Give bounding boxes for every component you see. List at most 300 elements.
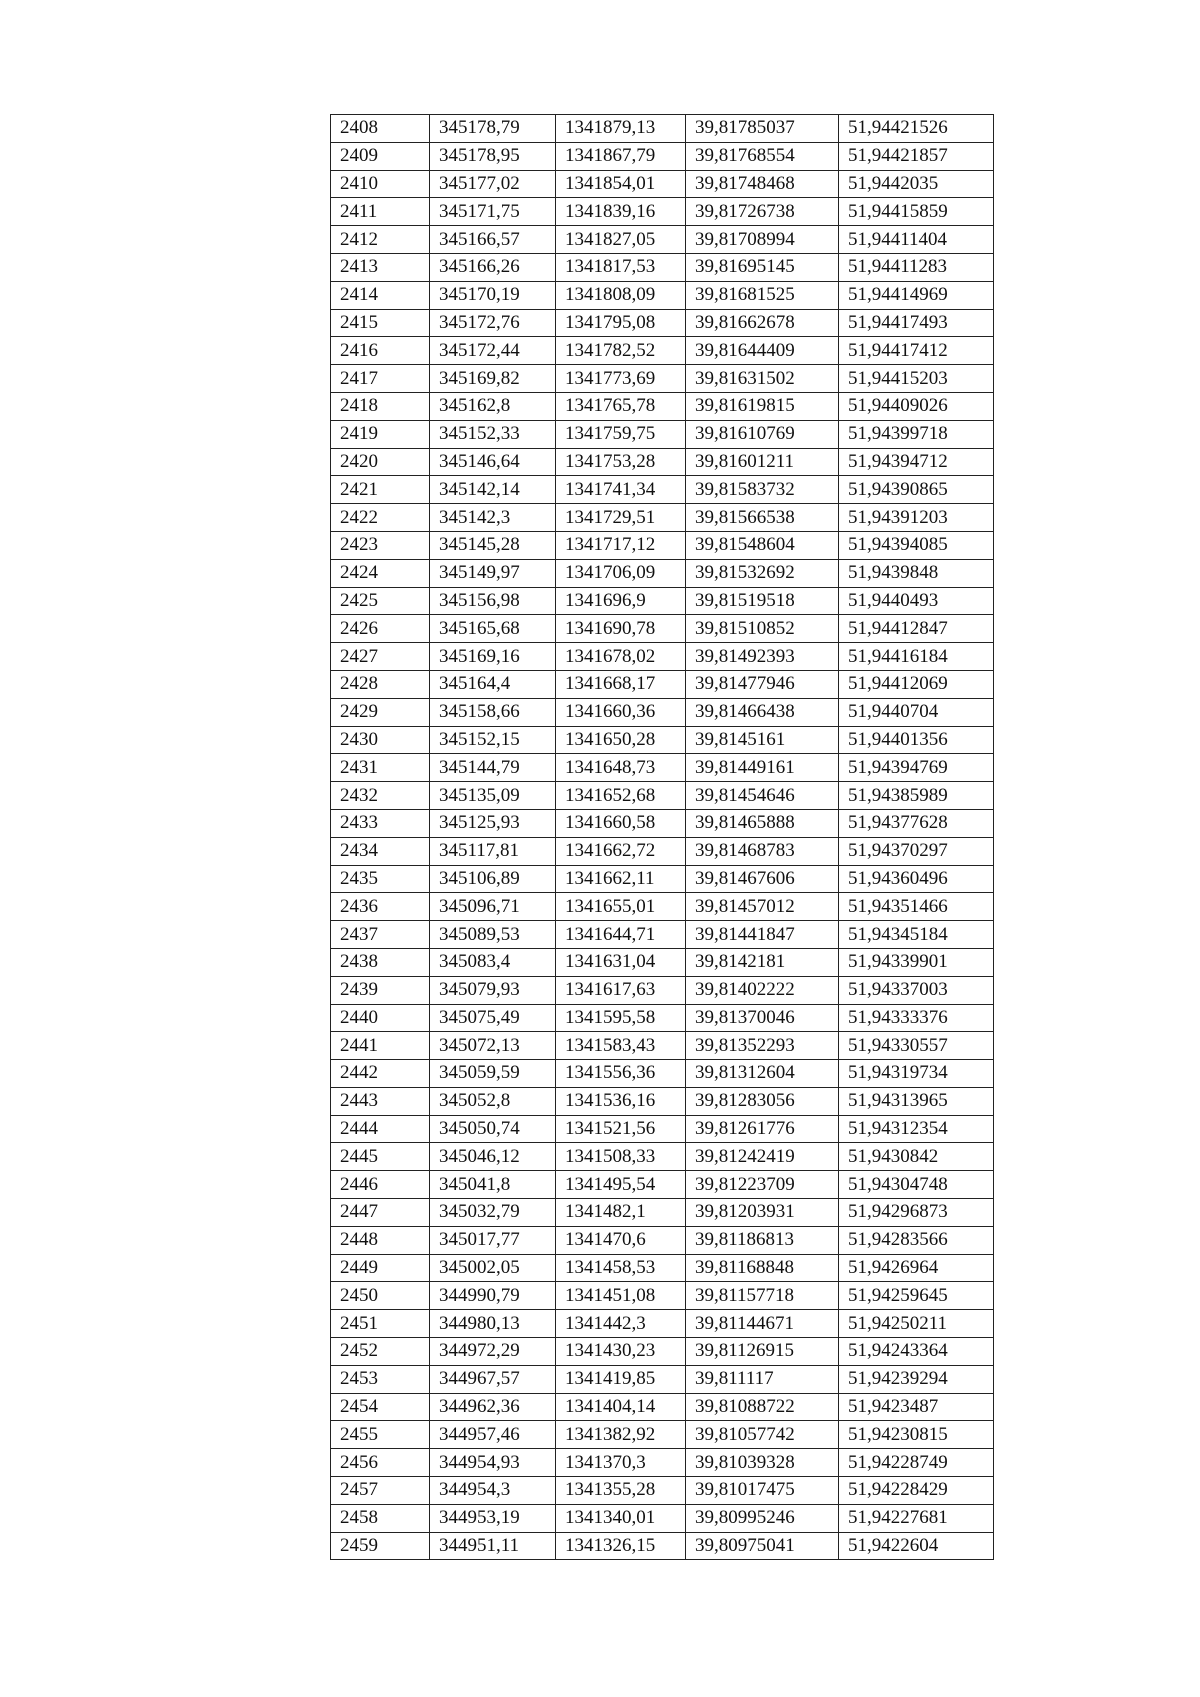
y-coordinate-cell: 1341631,04 — [556, 948, 686, 976]
table-row — [331, 921, 994, 949]
table-row — [331, 504, 994, 532]
latitude-cell: 51,9423487 — [839, 1393, 994, 1421]
longitude-cell: 39,81312604 — [686, 1060, 839, 1088]
point-number-cell: 2443 — [331, 1087, 430, 1115]
point-number-cell: 2442 — [331, 1060, 430, 1088]
y-coordinate-cell: 1341583,43 — [556, 1032, 686, 1060]
point-number-cell: 2445 — [331, 1143, 430, 1171]
longitude-cell: 39,81583732 — [686, 476, 839, 504]
table-row — [331, 837, 994, 865]
longitude-cell: 39,81454646 — [686, 782, 839, 810]
y-coordinate-cell: 1341827,05 — [556, 226, 686, 254]
point-number-cell: 2410 — [331, 170, 430, 198]
longitude-cell: 39,81610769 — [686, 420, 839, 448]
point-number-cell: 2450 — [331, 1282, 430, 1310]
y-coordinate-cell: 1341458,53 — [556, 1254, 686, 1282]
table-row — [331, 948, 994, 976]
y-coordinate-cell: 1341521,56 — [556, 1115, 686, 1143]
longitude-cell: 39,811117 — [686, 1365, 839, 1393]
point-number-cell: 2416 — [331, 337, 430, 365]
x-coordinate-cell: 345166,57 — [430, 226, 556, 254]
x-coordinate-cell: 345079,93 — [430, 976, 556, 1004]
y-coordinate-cell: 1341556,36 — [556, 1060, 686, 1088]
table-row — [331, 754, 994, 782]
latitude-cell: 51,94394085 — [839, 531, 994, 559]
longitude-cell: 39,81017475 — [686, 1477, 839, 1505]
y-coordinate-cell: 1341442,3 — [556, 1310, 686, 1338]
point-number-cell: 2457 — [331, 1477, 430, 1505]
y-coordinate-cell: 1341782,52 — [556, 337, 686, 365]
point-number-cell: 2444 — [331, 1115, 430, 1143]
longitude-cell: 39,81186813 — [686, 1226, 839, 1254]
latitude-cell: 51,94412847 — [839, 615, 994, 643]
x-coordinate-cell: 345142,3 — [430, 504, 556, 532]
x-coordinate-cell: 345146,64 — [430, 448, 556, 476]
y-coordinate-cell: 1341662,11 — [556, 865, 686, 893]
latitude-cell: 51,94228429 — [839, 1477, 994, 1505]
point-number-cell: 2459 — [331, 1532, 430, 1560]
longitude-cell: 39,81708994 — [686, 226, 839, 254]
longitude-cell: 39,81370046 — [686, 1004, 839, 1032]
latitude-cell: 51,94414969 — [839, 281, 994, 309]
latitude-cell: 51,9440493 — [839, 587, 994, 615]
longitude-cell: 39,81261776 — [686, 1115, 839, 1143]
point-number-cell: 2446 — [331, 1171, 430, 1199]
x-coordinate-cell: 345170,19 — [430, 281, 556, 309]
latitude-cell: 51,94333376 — [839, 1004, 994, 1032]
table-row — [331, 309, 994, 337]
x-coordinate-cell: 344980,13 — [430, 1310, 556, 1338]
point-number-cell: 2414 — [331, 281, 430, 309]
table-row — [331, 476, 994, 504]
table-row — [331, 1060, 994, 1088]
point-number-cell: 2427 — [331, 643, 430, 671]
point-number-cell: 2413 — [331, 253, 430, 281]
latitude-cell: 51,94417493 — [839, 309, 994, 337]
longitude-cell: 39,81748468 — [686, 170, 839, 198]
longitude-cell: 39,81449161 — [686, 754, 839, 782]
x-coordinate-cell: 345162,8 — [430, 392, 556, 420]
table-row — [331, 865, 994, 893]
table-row — [331, 809, 994, 837]
longitude-cell: 39,81242419 — [686, 1143, 839, 1171]
longitude-cell: 39,81785037 — [686, 115, 839, 143]
latitude-cell: 51,9440704 — [839, 698, 994, 726]
point-number-cell: 2440 — [331, 1004, 430, 1032]
longitude-cell: 39,81203931 — [686, 1199, 839, 1227]
y-coordinate-cell: 1341867,79 — [556, 142, 686, 170]
longitude-cell: 39,81510852 — [686, 615, 839, 643]
point-number-cell: 2421 — [331, 476, 430, 504]
latitude-cell: 51,94399718 — [839, 420, 994, 448]
y-coordinate-cell: 1341355,28 — [556, 1477, 686, 1505]
point-number-cell: 2418 — [331, 392, 430, 420]
table-row — [331, 615, 994, 643]
table-row — [331, 253, 994, 281]
latitude-cell: 51,94390865 — [839, 476, 994, 504]
x-coordinate-cell: 345169,82 — [430, 365, 556, 393]
x-coordinate-cell: 345172,44 — [430, 337, 556, 365]
latitude-cell: 51,9442035 — [839, 170, 994, 198]
x-coordinate-cell: 345046,12 — [430, 1143, 556, 1171]
point-number-cell: 2432 — [331, 782, 430, 810]
table-row — [331, 170, 994, 198]
table-row — [331, 198, 994, 226]
latitude-cell: 51,94416184 — [839, 643, 994, 671]
point-number-cell: 2430 — [331, 726, 430, 754]
table-row — [331, 559, 994, 587]
latitude-cell: 51,94409026 — [839, 392, 994, 420]
y-coordinate-cell: 1341404,14 — [556, 1393, 686, 1421]
point-number-cell: 2426 — [331, 615, 430, 643]
table-row — [331, 1282, 994, 1310]
latitude-cell: 51,94227681 — [839, 1504, 994, 1532]
point-number-cell: 2436 — [331, 893, 430, 921]
longitude-cell: 39,81039328 — [686, 1449, 839, 1477]
x-coordinate-cell: 344962,36 — [430, 1393, 556, 1421]
y-coordinate-cell: 1341430,23 — [556, 1338, 686, 1366]
latitude-cell: 51,94394712 — [839, 448, 994, 476]
latitude-cell: 51,94417412 — [839, 337, 994, 365]
latitude-cell: 51,94296873 — [839, 1199, 994, 1227]
y-coordinate-cell: 1341382,92 — [556, 1421, 686, 1449]
x-coordinate-cell: 345050,74 — [430, 1115, 556, 1143]
table-row — [331, 226, 994, 254]
y-coordinate-cell: 1341696,9 — [556, 587, 686, 615]
longitude-cell: 39,81601211 — [686, 448, 839, 476]
point-number-cell: 2448 — [331, 1226, 430, 1254]
coordinates-table-body — [331, 115, 994, 1560]
x-coordinate-cell: 345125,93 — [430, 809, 556, 837]
longitude-cell: 39,81492393 — [686, 643, 839, 671]
longitude-cell: 39,81695145 — [686, 253, 839, 281]
x-coordinate-cell: 345106,89 — [430, 865, 556, 893]
table-row — [331, 142, 994, 170]
longitude-cell: 39,80995246 — [686, 1504, 839, 1532]
y-coordinate-cell: 1341753,28 — [556, 448, 686, 476]
latitude-cell: 51,94313965 — [839, 1087, 994, 1115]
x-coordinate-cell: 345152,33 — [430, 420, 556, 448]
x-coordinate-cell: 345017,77 — [430, 1226, 556, 1254]
table-row — [331, 698, 994, 726]
table-row — [331, 1393, 994, 1421]
longitude-cell: 39,81352293 — [686, 1032, 839, 1060]
y-coordinate-cell: 1341795,08 — [556, 309, 686, 337]
x-coordinate-cell: 345083,4 — [430, 948, 556, 976]
table-row — [331, 726, 994, 754]
x-coordinate-cell: 345152,15 — [430, 726, 556, 754]
y-coordinate-cell: 1341652,68 — [556, 782, 686, 810]
y-coordinate-cell: 1341839,16 — [556, 198, 686, 226]
table-row — [331, 643, 994, 671]
table-row — [331, 1143, 994, 1171]
table-row — [331, 1421, 994, 1449]
longitude-cell: 39,81566538 — [686, 504, 839, 532]
table-row — [331, 976, 994, 1004]
x-coordinate-cell: 345075,49 — [430, 1004, 556, 1032]
latitude-cell: 51,9426964 — [839, 1254, 994, 1282]
point-number-cell: 2455 — [331, 1421, 430, 1449]
x-coordinate-cell: 345172,76 — [430, 309, 556, 337]
latitude-cell: 51,94415203 — [839, 365, 994, 393]
latitude-cell: 51,9430842 — [839, 1143, 994, 1171]
point-number-cell: 2423 — [331, 531, 430, 559]
table-row — [331, 365, 994, 393]
point-number-cell: 2456 — [331, 1449, 430, 1477]
table-row — [331, 448, 994, 476]
point-number-cell: 2434 — [331, 837, 430, 865]
x-coordinate-cell: 345171,75 — [430, 198, 556, 226]
latitude-cell: 51,94411283 — [839, 253, 994, 281]
latitude-cell: 51,9422604 — [839, 1532, 994, 1560]
x-coordinate-cell: 345135,09 — [430, 782, 556, 810]
x-coordinate-cell: 345177,02 — [430, 170, 556, 198]
longitude-cell: 39,81283056 — [686, 1087, 839, 1115]
y-coordinate-cell: 1341495,54 — [556, 1171, 686, 1199]
y-coordinate-cell: 1341817,53 — [556, 253, 686, 281]
x-coordinate-cell: 345041,8 — [430, 1171, 556, 1199]
table-row — [331, 420, 994, 448]
x-coordinate-cell: 345052,8 — [430, 1087, 556, 1115]
longitude-cell: 39,8142181 — [686, 948, 839, 976]
y-coordinate-cell: 1341419,85 — [556, 1365, 686, 1393]
longitude-cell: 39,81681525 — [686, 281, 839, 309]
longitude-cell: 39,81532692 — [686, 559, 839, 587]
point-number-cell: 2409 — [331, 142, 430, 170]
y-coordinate-cell: 1341326,15 — [556, 1532, 686, 1560]
longitude-cell: 39,81157718 — [686, 1282, 839, 1310]
latitude-cell: 51,94385989 — [839, 782, 994, 810]
latitude-cell: 51,94411404 — [839, 226, 994, 254]
longitude-cell: 39,81467606 — [686, 865, 839, 893]
latitude-cell: 51,94421526 — [839, 115, 994, 143]
x-coordinate-cell: 344957,46 — [430, 1421, 556, 1449]
point-number-cell: 2412 — [331, 226, 430, 254]
x-coordinate-cell: 344972,29 — [430, 1338, 556, 1366]
x-coordinate-cell: 345142,14 — [430, 476, 556, 504]
table-row — [331, 1087, 994, 1115]
latitude-cell: 51,94243364 — [839, 1338, 994, 1366]
table-row — [331, 392, 994, 420]
y-coordinate-cell: 1341451,08 — [556, 1282, 686, 1310]
y-coordinate-cell: 1341648,73 — [556, 754, 686, 782]
longitude-cell: 39,81465888 — [686, 809, 839, 837]
point-number-cell: 2420 — [331, 448, 430, 476]
latitude-cell: 51,94394769 — [839, 754, 994, 782]
table-row — [331, 587, 994, 615]
table-row — [331, 1254, 994, 1282]
x-coordinate-cell: 345166,26 — [430, 253, 556, 281]
longitude-cell: 39,81223709 — [686, 1171, 839, 1199]
latitude-cell: 51,94230815 — [839, 1421, 994, 1449]
point-number-cell: 2433 — [331, 809, 430, 837]
latitude-cell: 51,94339901 — [839, 948, 994, 976]
y-coordinate-cell: 1341741,34 — [556, 476, 686, 504]
y-coordinate-cell: 1341717,12 — [556, 531, 686, 559]
table-row — [331, 1032, 994, 1060]
y-coordinate-cell: 1341482,1 — [556, 1199, 686, 1227]
longitude-cell: 39,81441847 — [686, 921, 839, 949]
y-coordinate-cell: 1341655,01 — [556, 893, 686, 921]
point-number-cell: 2417 — [331, 365, 430, 393]
latitude-cell: 51,94330557 — [839, 1032, 994, 1060]
latitude-cell: 51,94312354 — [839, 1115, 994, 1143]
x-coordinate-cell: 345096,71 — [430, 893, 556, 921]
x-coordinate-cell: 344953,19 — [430, 1504, 556, 1532]
y-coordinate-cell: 1341678,02 — [556, 643, 686, 671]
table-row — [331, 670, 994, 698]
y-coordinate-cell: 1341668,17 — [556, 670, 686, 698]
latitude-cell: 51,94412069 — [839, 670, 994, 698]
table-row — [331, 115, 994, 143]
y-coordinate-cell: 1341660,36 — [556, 698, 686, 726]
latitude-cell: 51,94283566 — [839, 1226, 994, 1254]
table-row — [331, 1449, 994, 1477]
y-coordinate-cell: 1341508,33 — [556, 1143, 686, 1171]
table-row — [331, 281, 994, 309]
y-coordinate-cell: 1341729,51 — [556, 504, 686, 532]
latitude-cell: 51,94391203 — [839, 504, 994, 532]
table-row — [331, 1532, 994, 1560]
y-coordinate-cell: 1341650,28 — [556, 726, 686, 754]
longitude-cell: 39,81619815 — [686, 392, 839, 420]
point-number-cell: 2425 — [331, 587, 430, 615]
x-coordinate-cell: 345002,05 — [430, 1254, 556, 1282]
longitude-cell: 39,81126915 — [686, 1338, 839, 1366]
latitude-cell: 51,94377628 — [839, 809, 994, 837]
x-coordinate-cell: 345165,68 — [430, 615, 556, 643]
longitude-cell: 39,81168848 — [686, 1254, 839, 1282]
y-coordinate-cell: 1341595,58 — [556, 1004, 686, 1032]
latitude-cell: 51,94304748 — [839, 1171, 994, 1199]
latitude-cell: 51,94370297 — [839, 837, 994, 865]
y-coordinate-cell: 1341340,01 — [556, 1504, 686, 1532]
x-coordinate-cell: 345144,79 — [430, 754, 556, 782]
point-number-cell: 2429 — [331, 698, 430, 726]
y-coordinate-cell: 1341644,71 — [556, 921, 686, 949]
y-coordinate-cell: 1341773,69 — [556, 365, 686, 393]
longitude-cell: 39,8145161 — [686, 726, 839, 754]
longitude-cell: 39,81468783 — [686, 837, 839, 865]
x-coordinate-cell: 344967,57 — [430, 1365, 556, 1393]
longitude-cell: 39,81088722 — [686, 1393, 839, 1421]
point-number-cell: 2458 — [331, 1504, 430, 1532]
point-number-cell: 2453 — [331, 1365, 430, 1393]
y-coordinate-cell: 1341662,72 — [556, 837, 686, 865]
x-coordinate-cell: 345059,59 — [430, 1060, 556, 1088]
longitude-cell: 39,81548604 — [686, 531, 839, 559]
x-coordinate-cell: 345158,66 — [430, 698, 556, 726]
point-number-cell: 2415 — [331, 309, 430, 337]
latitude-cell: 51,94319734 — [839, 1060, 994, 1088]
point-number-cell: 2449 — [331, 1254, 430, 1282]
y-coordinate-cell: 1341690,78 — [556, 615, 686, 643]
table-row — [331, 1477, 994, 1505]
table-row — [331, 1171, 994, 1199]
x-coordinate-cell: 345145,28 — [430, 531, 556, 559]
x-coordinate-cell: 345089,53 — [430, 921, 556, 949]
point-number-cell: 2437 — [331, 921, 430, 949]
point-number-cell: 2454 — [331, 1393, 430, 1421]
y-coordinate-cell: 1341470,6 — [556, 1226, 686, 1254]
x-coordinate-cell: 345169,16 — [430, 643, 556, 671]
latitude-cell: 51,94259645 — [839, 1282, 994, 1310]
y-coordinate-cell: 1341706,09 — [556, 559, 686, 587]
point-number-cell: 2422 — [331, 504, 430, 532]
point-number-cell: 2452 — [331, 1338, 430, 1366]
coordinates-table — [330, 114, 994, 1560]
table-row — [331, 782, 994, 810]
table-row — [331, 531, 994, 559]
table-row — [331, 1004, 994, 1032]
latitude-cell: 51,94345184 — [839, 921, 994, 949]
point-number-cell: 2431 — [331, 754, 430, 782]
longitude-cell: 39,80975041 — [686, 1532, 839, 1560]
y-coordinate-cell: 1341765,78 — [556, 392, 686, 420]
table-row — [331, 893, 994, 921]
y-coordinate-cell: 1341660,58 — [556, 809, 686, 837]
y-coordinate-cell: 1341808,09 — [556, 281, 686, 309]
latitude-cell: 51,94337003 — [839, 976, 994, 1004]
latitude-cell: 51,94360496 — [839, 865, 994, 893]
x-coordinate-cell: 344954,3 — [430, 1477, 556, 1505]
table-row — [331, 1338, 994, 1366]
longitude-cell: 39,81477946 — [686, 670, 839, 698]
table-row — [331, 337, 994, 365]
x-coordinate-cell: 344954,93 — [430, 1449, 556, 1477]
y-coordinate-cell: 1341617,63 — [556, 976, 686, 1004]
x-coordinate-cell: 345164,4 — [430, 670, 556, 698]
x-coordinate-cell: 344951,11 — [430, 1532, 556, 1560]
longitude-cell: 39,81631502 — [686, 365, 839, 393]
latitude-cell: 51,94250211 — [839, 1310, 994, 1338]
longitude-cell: 39,81402222 — [686, 976, 839, 1004]
latitude-cell: 51,94228749 — [839, 1449, 994, 1477]
x-coordinate-cell: 345178,79 — [430, 115, 556, 143]
point-number-cell: 2435 — [331, 865, 430, 893]
y-coordinate-cell: 1341854,01 — [556, 170, 686, 198]
point-number-cell: 2439 — [331, 976, 430, 1004]
longitude-cell: 39,81457012 — [686, 893, 839, 921]
latitude-cell: 51,94415859 — [839, 198, 994, 226]
x-coordinate-cell: 345032,79 — [430, 1199, 556, 1227]
point-number-cell: 2428 — [331, 670, 430, 698]
point-number-cell: 2411 — [331, 198, 430, 226]
point-number-cell: 2408 — [331, 115, 430, 143]
x-coordinate-cell: 345156,98 — [430, 587, 556, 615]
table-row — [331, 1199, 994, 1227]
point-number-cell: 2451 — [331, 1310, 430, 1338]
latitude-cell: 51,94421857 — [839, 142, 994, 170]
longitude-cell: 39,81519518 — [686, 587, 839, 615]
latitude-cell: 51,9439848 — [839, 559, 994, 587]
x-coordinate-cell: 345178,95 — [430, 142, 556, 170]
x-coordinate-cell: 345117,81 — [430, 837, 556, 865]
longitude-cell: 39,81057742 — [686, 1421, 839, 1449]
table-row — [331, 1115, 994, 1143]
longitude-cell: 39,81466438 — [686, 698, 839, 726]
longitude-cell: 39,81644409 — [686, 337, 839, 365]
longitude-cell: 39,81726738 — [686, 198, 839, 226]
y-coordinate-cell: 1341370,3 — [556, 1449, 686, 1477]
longitude-cell: 39,81768554 — [686, 142, 839, 170]
x-coordinate-cell: 345072,13 — [430, 1032, 556, 1060]
x-coordinate-cell: 345149,97 — [430, 559, 556, 587]
table-row — [331, 1504, 994, 1532]
latitude-cell: 51,94401356 — [839, 726, 994, 754]
table-row — [331, 1310, 994, 1338]
point-number-cell: 2438 — [331, 948, 430, 976]
